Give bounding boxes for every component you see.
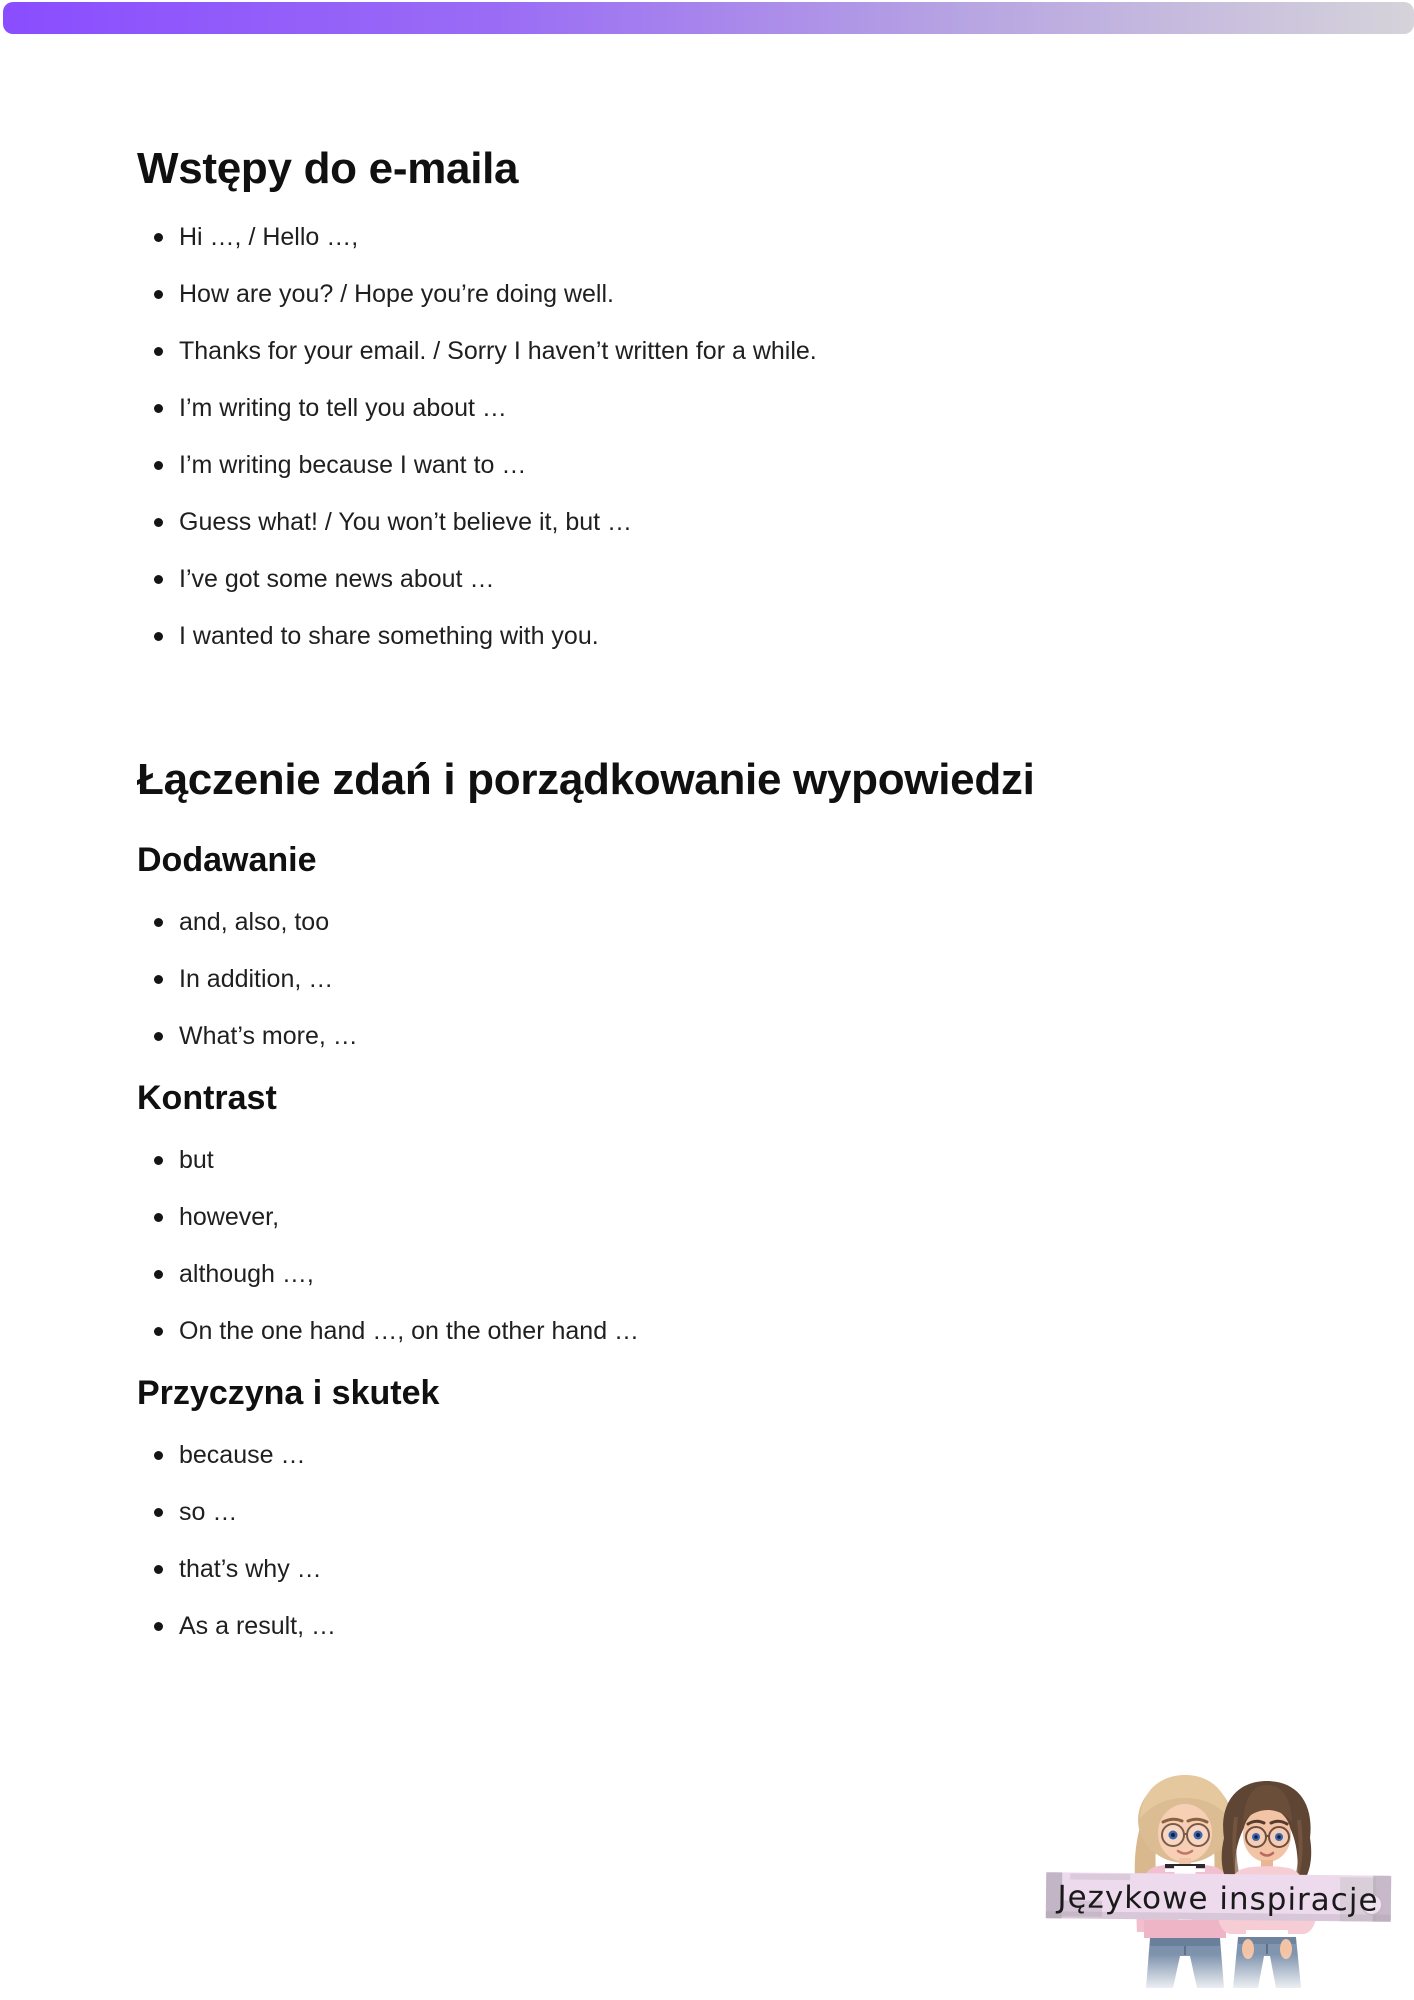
list-item: I’m writing to tell you about … bbox=[179, 391, 1277, 425]
addition-list bbox=[137, 905, 1277, 1053]
list-item: but bbox=[179, 1143, 1277, 1177]
cause-effect-list bbox=[137, 1438, 1277, 1643]
brand-banner bbox=[1046, 1872, 1391, 1922]
brand-logo bbox=[1040, 1762, 1410, 1994]
list-item: Thanks for your email. / Sorry I haven’t written for a while. bbox=[179, 334, 1277, 368]
list-item: I’m writing because I want to … bbox=[179, 448, 1277, 482]
list-item: In addition, … bbox=[179, 962, 1277, 996]
list-item: As a result, … bbox=[179, 1609, 1277, 1643]
list-item: On the one hand …, on the other hand … bbox=[179, 1314, 1277, 1348]
list-item: however, bbox=[179, 1200, 1277, 1234]
section-title-email-intros: Wstępy do e-maila bbox=[137, 144, 519, 193]
worksheet-content bbox=[137, 0, 1277, 1666]
email-intros-list bbox=[137, 220, 1277, 653]
subsection-title-cause-effect: Przyczyna i skutek bbox=[137, 1374, 440, 1412]
list-item: that’s why … bbox=[179, 1552, 1277, 1586]
list-item: What’s more, … bbox=[179, 1019, 1277, 1053]
list-item: Hi …, / Hello …, bbox=[179, 220, 1277, 254]
subsection-title-contrast: Kontrast bbox=[137, 1079, 277, 1117]
list-item: so … bbox=[179, 1495, 1277, 1529]
contrast-list bbox=[137, 1143, 1277, 1348]
list-item: and, also, too bbox=[179, 905, 1277, 939]
list-item: because … bbox=[179, 1438, 1277, 1472]
list-item: although …, bbox=[179, 1257, 1277, 1291]
list-item: I’ve got some news about … bbox=[179, 562, 1277, 596]
list-item: Guess what! / You won’t believe it, but … bbox=[179, 505, 1277, 539]
brand-text: Językowe inspiracje bbox=[1057, 1879, 1379, 1919]
list-item: I wanted to share something with you. bbox=[179, 619, 1277, 653]
logo-illustration bbox=[1040, 1762, 1410, 1994]
section-title-linking: Łączenie zdań i porządkowanie wypowiedzi bbox=[137, 755, 1035, 804]
list-item: How are you? / Hope you’re doing well. bbox=[179, 277, 1277, 311]
subsection-title-addition: Dodawanie bbox=[137, 841, 317, 879]
